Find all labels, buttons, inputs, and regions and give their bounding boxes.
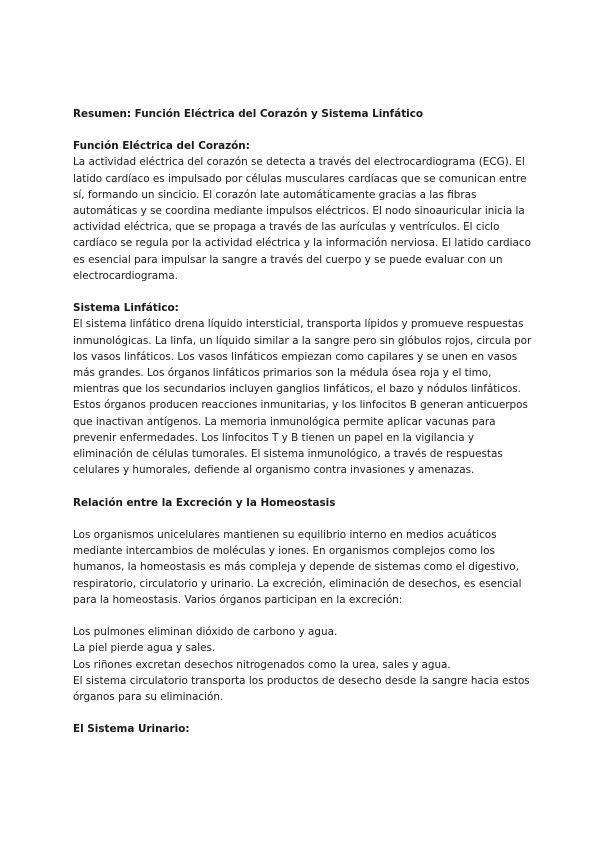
excretion-line-kidneys: Los riñones excretan desechos nitrogenados como la urea, sales y agua. xyxy=(73,658,451,671)
document-title: Resumen: Función Eléctrica del Corazón y Sistema Linfático xyxy=(73,108,424,120)
excretion-line-skin: La piel pierde agua y sales. xyxy=(73,642,216,655)
spacer xyxy=(73,478,533,494)
section-heading-heart: Función Eléctrica del Corazón: xyxy=(73,140,250,153)
section-heading-excretion: Relación entre la Excreción y la Homeostasis xyxy=(73,496,336,509)
section-body-excretion: Los organismos unicelulares mantienen su equilibrio interno en medios acuáticos mediante intercambios de moléculas y iones. En organismos complejos como los humanos, la homeostasis es más compleja y depende de sistemas como el digestivo, respiratorio, circulatorio y urinario. La excreción, eliminación de desechos, es esencial para la homeostasis. Varios órganos participan en la excreción: xyxy=(73,529,522,606)
section-body-lymphatic: El sistema linfático drena líquido intersticial, transporta lípidos y promueve respuestas inmunológicas. La linfa, un líquido similar a la sangre pero sin glóbulos rojos, circula por los vasos linfáticos. Los vasos linfáticos empiezan como capilares y se unen en vasos más grandes. Los órganos linfáticos primarios son la médula ósea roja y el timo, mientras que los secundarios incluyen ganglios linfáticos, el bazo y nódulos linfáticos. Estos órganos producen reacciones inmunitarias, y los linfocitos B generan anticuerpos que inactivan antígenos. La memoria inmunológica permite aplicar vacunas para prevenir enfermedades. Los linfocitos T y B tienen un papel en la vigilancia y eliminación de células tumorales. El sistema inmunológico, a través de respuestas celulares y humorales, defiende al organismo contra invasiones y amenazas. xyxy=(73,318,532,477)
spacer xyxy=(73,705,533,721)
excretion-line-lungs: Los pulmones eliminan dióxido de carbono y agua. xyxy=(73,626,338,639)
section-heading-urinary: El Sistema Urinario: xyxy=(73,723,190,736)
spacer xyxy=(73,284,533,300)
excretion-line-circulatory: El sistema circulatorio transporta los productos de desecho desde la sangre hacia estos órganos para su eliminación. xyxy=(73,674,530,704)
document-page xyxy=(73,106,533,738)
spacer xyxy=(73,608,533,624)
section-body-heart: La actividad eléctrica del corazón se detecta a través del electrocardiograma (ECG). El latido cardíaco es impulsado por células musculares cardíacas que se comunican entre sí, formando un sincicio. El corazón late automáticamente gracias a las fibras automáticas y se coordina mediante impulsos eléctricos. El nodo sinoauricular inicia la actividad eléctrica, que se propaga a través de las aurículas y ventrículos. El ciclo cardíaco se regula por la actividad eléctrica y la información nerviosa. El latido cardiaco es esencial para impulsar la sangre a través del cuerpo y se puede evaluar con un electrocardiograma. xyxy=(73,156,531,282)
section-heading-lymphatic: Sistema Linfático: xyxy=(73,302,179,315)
